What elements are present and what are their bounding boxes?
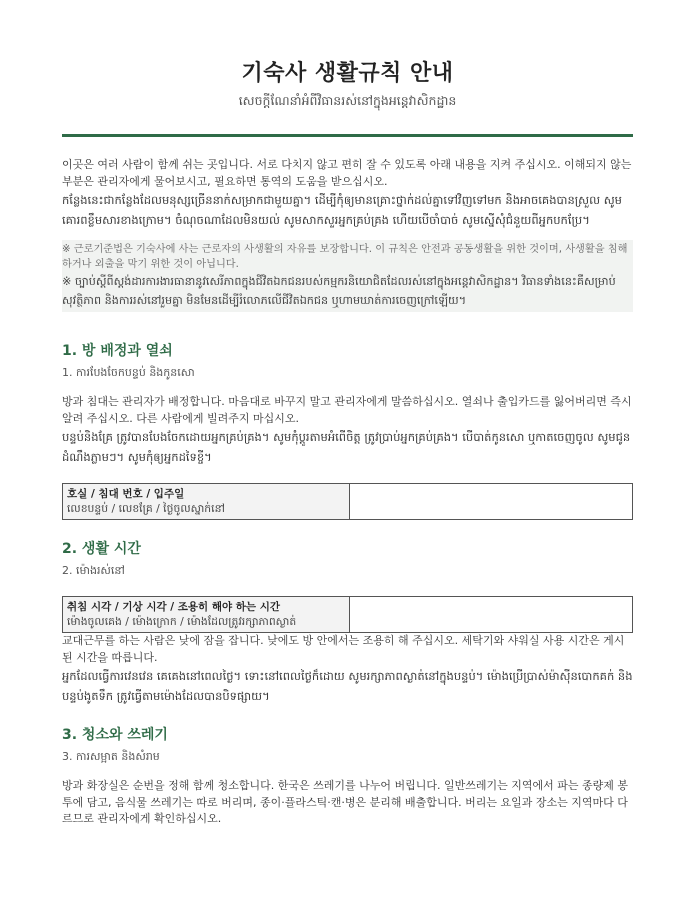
section-3-body xyxy=(62,778,633,828)
header-divider xyxy=(62,134,633,137)
section-2-body xyxy=(62,633,633,706)
section-1-heading: 1. 방 배정과 열쇠 xyxy=(62,343,173,359)
intro-text-ko: 이곳은 여러 사람이 함께 쉬는 곳입니다. 서로 다치지 않고 편히 잘 수 있도록 아래 내용을 지켜 주십시오. 이해되지 않는 부분은 관리자에게 물어보시고, 필요하면 통역의 도움을 받으십시오. xyxy=(62,158,632,188)
room-info-label-ko: 호실 / 침대 번호 / 입주일 xyxy=(67,488,185,500)
section-2-text-ko: 교대근무를 하는 사람은 낮에 잠을 잡니다. 낮에도 방 안에서는 조용히 해 주십시오. 세탁기와 샤워실 사용 시간은 게시된 시간을 따릅니다. xyxy=(62,634,625,664)
section-3-text-ko: 방과 화장실은 순번을 정해 함께 청소합니다. 한국은 쓰레기를 나누어 버립니다. 일반쓰레기는 지역에서 파는 종량제 봉투에 담고, 음식물 쓰레기는 따로 버리며, 종이·플라스틱·캔·병은 분리해 배출합니다. 버리는 요일과 장소는 지역마다 다르므로 관리자에게 확인하십시오. xyxy=(62,779,628,825)
privacy-notice xyxy=(62,240,633,312)
section-2-heading: 2. 생활 시간 xyxy=(62,541,141,557)
page-subtitle: សេចក្តីណែនាំអំពីវិធានរស់នៅក្នុងអន្តេវាសិកដ្ឋាន xyxy=(238,93,457,108)
section-2-text-km: អ្នកដែលធ្វើការវេនវេន គេគេងនៅពេលថ្ងៃ។ ទោះនៅពេលថ្ងៃក៏ដោយ សូមរក្សាភាពស្ងាត់នៅក្នុងបន្ទប់។ ម៉ោងប្រើប្រាស់ម៉ាស៊ីនបោកគក់ និងបន្ទប់ងូតទឹក ត្រូវធ្វើតាមម៉ោងដែលបានបិទផ្សាយ។ xyxy=(62,669,633,703)
section-3-heading: 3. 청소와 쓰레기 xyxy=(62,727,168,743)
room-info-form xyxy=(62,483,633,520)
schedule-label-km: ម៉ោងចូលគេង / ម៉ោងក្រោក / ម៉ោងដែលត្រូវរក្សាភាពស្ងាត់ xyxy=(67,615,297,628)
intro-text-km: កន្លែងនេះជាកន្លែងដែលមនុស្សច្រើននាក់សម្រាកជាមួយគ្នា។ ដើម្បីកុំឲ្យមានគ្រោះថ្នាក់ដល់គ្នាទៅវិញទៅមក និងអាចគេងបានស្រួល សូមគោរពខ្លឹមសារខាងក្រោម។ ចំណុចណាដែលមិនយល់ សូមសាកសួរអ្នកគ្រប់គ្រង ហើយបើចាំបាច់ សូមស្នើសុំជំនួយពីអ្នកបកប្រែ។ xyxy=(62,193,622,227)
notice-text-km: ※ ច្បាប់ស្តីពីស្តង់ដារការងារធានានូវសេរីភាពក្នុងជីវិតឯកជនរបស់កម្មករនិយោជិតដែលរស់នៅក្នុងអន្តេវាសិកដ្ឋាន។ វិធានទាំងនេះគឺសម្រាប់សុវត្ថិភាព និងការរស់នៅរួមគ្នា មិនមែនដើម្បីរំលោភលើជីវិតឯកជន ឬហាមឃាត់ការចេញក្រៅឡើយ។ xyxy=(62,275,616,307)
section-1-subheading: 1. ការបែងចែកបន្ទប់ និងកូនសោ xyxy=(62,366,195,379)
schedule-form xyxy=(62,596,633,633)
schedule-field[interactable] xyxy=(350,597,633,633)
room-info-label xyxy=(63,484,350,520)
notice-text-ko: ※ 근로기준법은 기숙사에 사는 근로자의 사생활의 자유를 보장합니다. 이 규칙은 안전과 공동생활을 위한 것이며, 사생활을 침해하거나 외출을 막기 위한 것이 아닙니다. xyxy=(62,244,628,270)
section-3-subheading: 3. ការសម្អាត និងសំរាម xyxy=(62,750,160,763)
section-1-body xyxy=(62,394,633,467)
room-info-field[interactable] xyxy=(350,484,633,520)
section-1-text-km: បន្ទប់និងគ្រែ ត្រូវបានបែងចែកដោយអ្នកគ្រប់គ្រង។ សូមកុំប្តូរតាមអំពើចិត្ត ត្រូវប្រាប់អ្នកគ្រប់គ្រង។ បើបាត់កូនសោ ឬកាតចេញចូល សូមជូនដំណឹងភ្លាមៗ។ សូមកុំឲ្យអ្នកដទៃខ្ចី។ xyxy=(62,430,631,464)
section-1-text-ko: 방과 침대는 관리자가 배정합니다. 마음대로 바꾸지 말고 관리자에게 말씀하십시오. 열쇠나 출입카드를 잃어버리면 즉시 알려 주십시오. 다른 사람에게 빌려주지 마십시오. xyxy=(62,395,632,425)
intro-block xyxy=(62,157,633,230)
page-title: 기숙사 생활규칙 안내 xyxy=(241,61,454,86)
room-info-label-km: លេខបន្ទប់ / លេខគ្រែ / ថ្ងៃចូលស្នាក់នៅ xyxy=(67,502,225,515)
section-2-subheading: 2. ម៉ោងរស់នៅ xyxy=(62,564,125,577)
schedule-label xyxy=(63,597,350,633)
schedule-label-ko: 취침 시각 / 기상 시각 / 조용히 해야 하는 시간 xyxy=(67,601,280,613)
